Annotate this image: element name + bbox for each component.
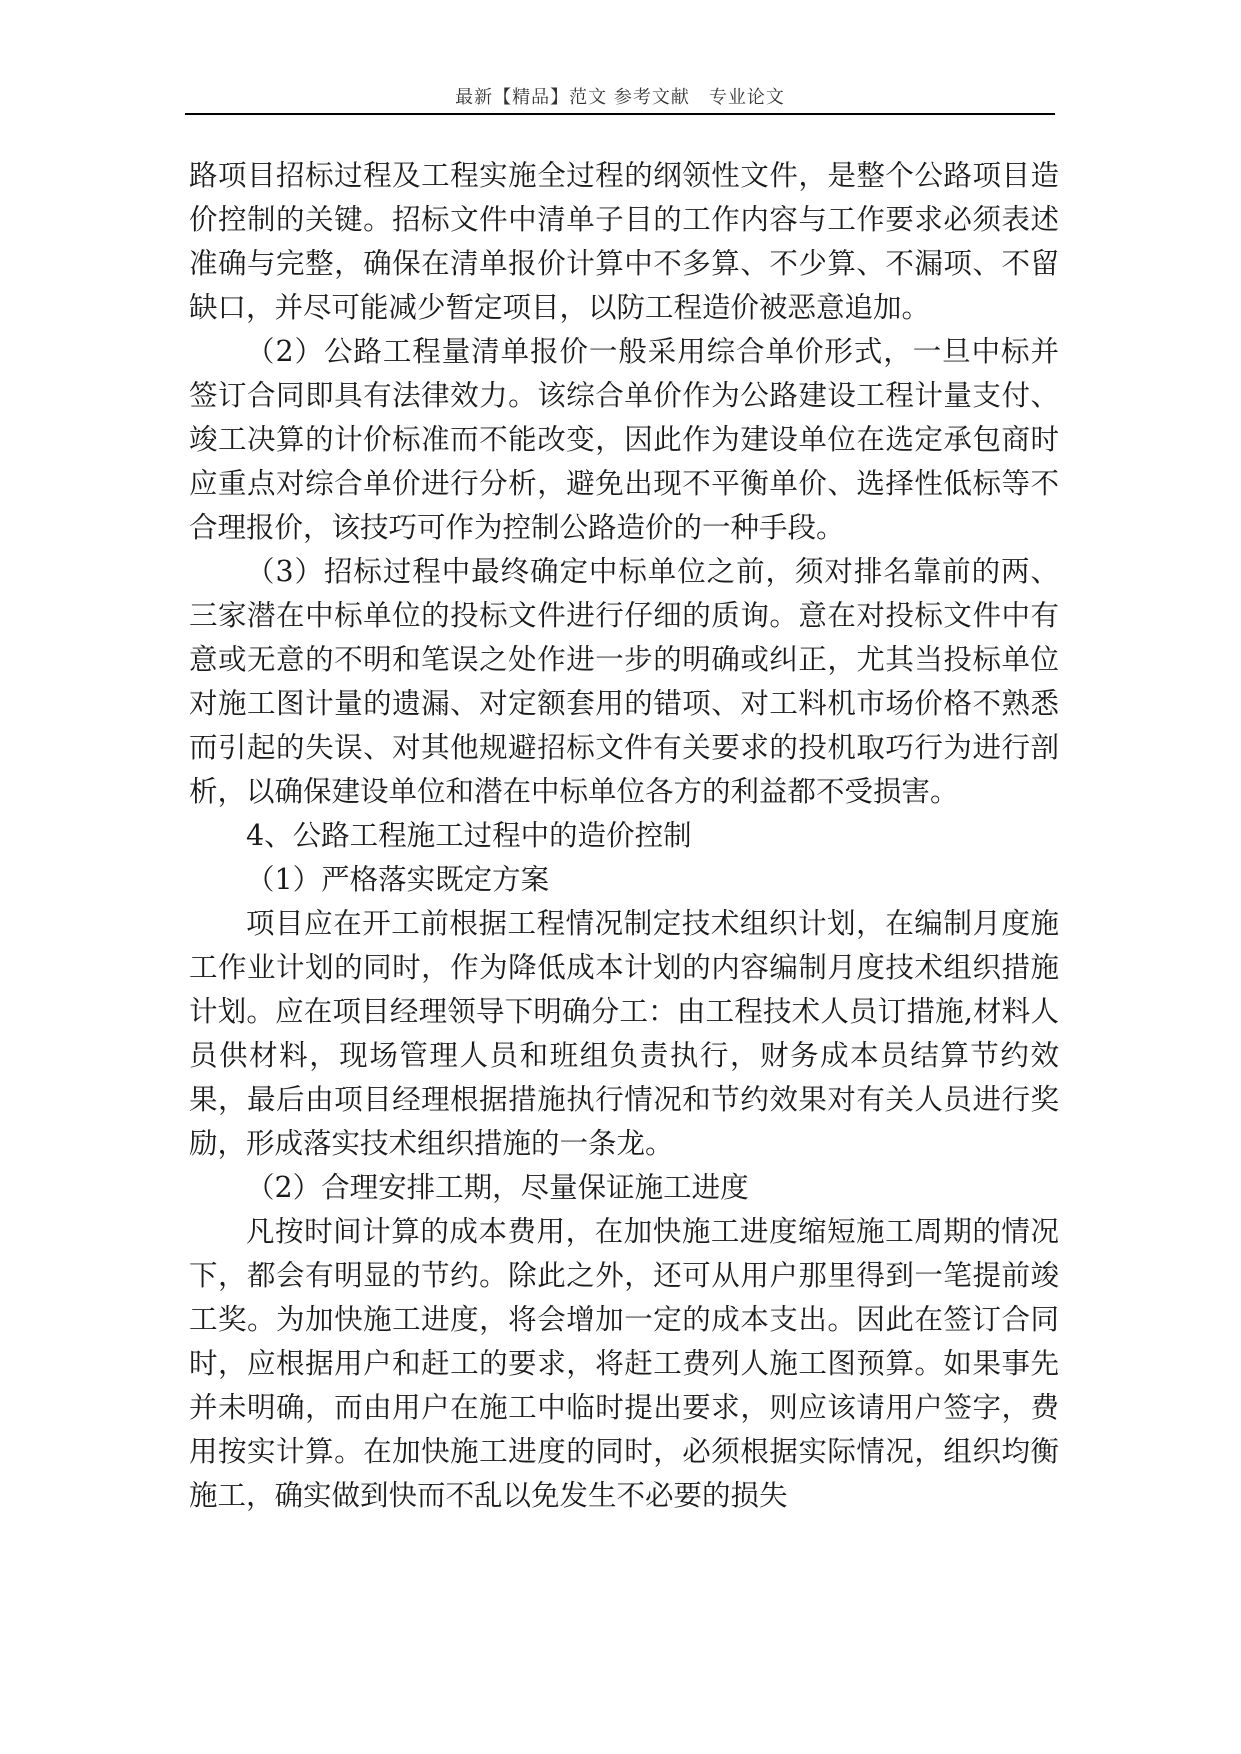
- page-header: 最新【精品】范文 参考文献 专业论文: [455, 87, 785, 108]
- paragraph-continuation: 路项目招标过程及工程实施全过程的纲领性文件，是整个公路项目造价控制的关键。招标文件中清单子目的工作内容与工作要求必须表述准确与完整，确保在清单报价计算中不多算、不少算、不漏项、不留缺口，并尽可能减少暂定项目，以防工程造价被恶意追加。: [189, 159, 1059, 324]
- paragraph-plan: 项目应在开工前根据工程情况制定技术组织计划，在编制月度施工作业计划的同时，作为降低成本计划的内容编制月度技术组织措施计划。应在项目经理领导下明确分工：由工程技术人员订措施,材料人员供材料，现场管理人员和班组负责执行，财务成本员结算节约效果，最后由项目经理根据措施执行情况和节约效果对有关人员进行奖励，形成落实技术组织措施的一条龙。: [189, 907, 1059, 1160]
- paragraph-item-2: （2）公路工程量清单报价一般采用综合单价形式，一旦中标并签订合同即具有法律效力。该综合单价作为公路建设工程计量支付、竣工决算的计价标准而不能改变，因此作为建设单位在选定承包商时应重点对综合单价进行分析，避免出现不平衡单价、选择性低标等不合理报价，该技巧可作为控制公路造价的一种手段。: [189, 335, 1059, 544]
- header-divider: [185, 113, 1055, 115]
- subheading-1: （1）严格落实既定方案: [246, 863, 550, 896]
- paragraph-item-3: （3）招标过程中最终确定中标单位之前，须对排名靠前的两、三家潜在中标单位的投标文件进行仔细的质询。意在对投标文件中有意或无意的不明和笔误之处作进一步的明确或纠正，尤其当投标单位对施工图计量的遗漏、对定额套用的错项、对工料机市场价格不熟悉而引起的失误、对其他规避招标文件有关要求的投机取巧行为进行剖析，以确保建设单位和潜在中标单位各方的利益都不受损害。: [189, 555, 1059, 808]
- document-body: [189, 154, 1059, 1518]
- section-heading-4: 4、公路工程施工过程中的造价控制: [246, 819, 692, 852]
- subheading-2: （2）合理安排工期，尽量保证施工进度: [246, 1171, 749, 1204]
- paragraph-schedule: 凡按时间计算的成本费用，在加快施工进度缩短施工周期的情况下，都会有明显的节约。除此之外，还可从用户那里得到一笔提前竣工奖。为加快施工进度，将会增加一定的成本支出。因此在签订合同时，应根据用户和赶工的要求，将赶工费列人施工图预算。如果事先并未明确，而由用户在施工中临时提出要求，则应该请用户签字，费用按实计算。在加快施工进度的同时，必须根据实际情况，组织均衡施工，确实做到快而不乱以免发生不必要的损失: [189, 1215, 1059, 1512]
